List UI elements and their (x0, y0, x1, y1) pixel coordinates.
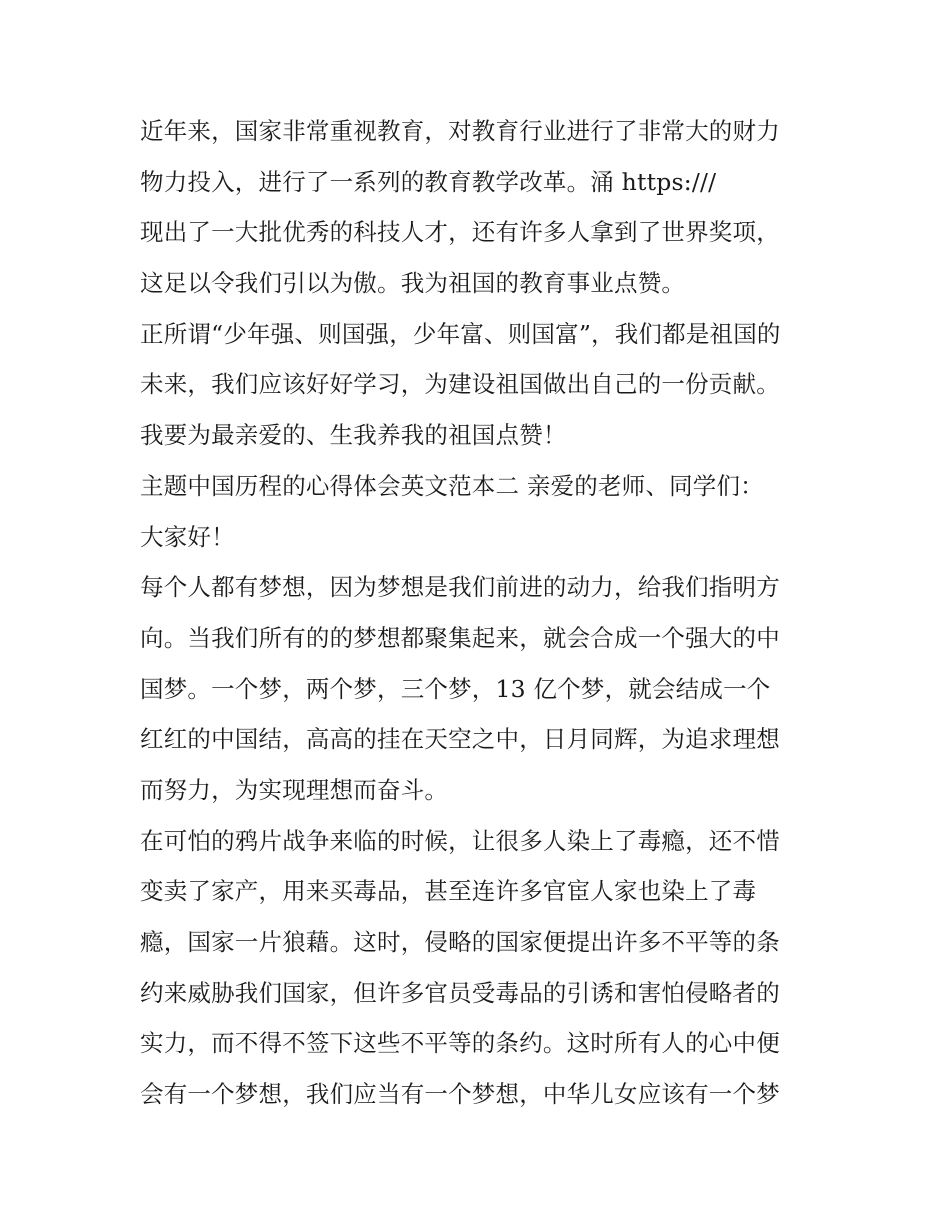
text-line: 会有一个梦想，我们应当有一个梦想，中华儿女应该有一个梦 (140, 1080, 780, 1109)
text-line: 向。当我们所有的的梦想都聚集起来，就会合成一个强大的中 (140, 623, 780, 652)
text-line: 我要为最亲爱的、生我养我的祖国点赞！ (140, 421, 567, 450)
text-line: 正所谓“少年强、则国强，少年富、则国富”，我们都是祖国的 (140, 319, 781, 348)
text-line: 这足以令我们引以为傲。我为祖国的教育事业点赞。 (140, 269, 686, 298)
text-line: 物力投入，进行了一系列的教育教学改革。涌 https:/// (140, 167, 717, 196)
body-text (140, 106, 820, 1120)
text-line: 近年来，国家非常重视教育，对教育行业进行了非常大的财力 (140, 117, 780, 145)
text-line: 国梦。一个梦，两个梦，三个梦，13 亿个梦，就会结成一个 (140, 674, 771, 703)
text-line: 变卖了家产，用来买毒品，甚至连许多官宦人家也染上了毒 (140, 877, 757, 906)
text-line: 而努力，为实现理想而奋斗。 (140, 775, 449, 804)
text-line: 现出了一大批优秀的科技人才，还有许多人拿到了世界奖项， (140, 218, 780, 247)
text-line: 未来，我们应该好好学习，为建设祖国做出自己的一份贡献。 (140, 370, 780, 399)
text-line: 每个人都有梦想，因为梦想是我们前进的动力，给我们指明方 (140, 573, 780, 602)
text-line: 瘾，国家一片狼藉。这时，侵略的国家便提出许多不平等的条 (140, 928, 780, 956)
text-line: 约来威胁我们国家，但许多官员受毒品的引诱和害怕侵略者的 (140, 978, 780, 1007)
text-line: 在可怕的鸦片战争来临的时候，让很多人染上了毒瘾，还不惜 (140, 826, 780, 855)
section-heading-line: 主题中国历程的心得体会英文范本二 亲爱的老师、同学们： (140, 471, 764, 500)
text-line: 红红的中国结，高高的挂在天空之中，日月同辉，为追求理想 (140, 725, 780, 754)
text-line: 实力，而不得不签下这些不平等的条约。这时所有人的心中便 (140, 1029, 780, 1058)
greeting-line: 大家好！ (140, 522, 235, 551)
